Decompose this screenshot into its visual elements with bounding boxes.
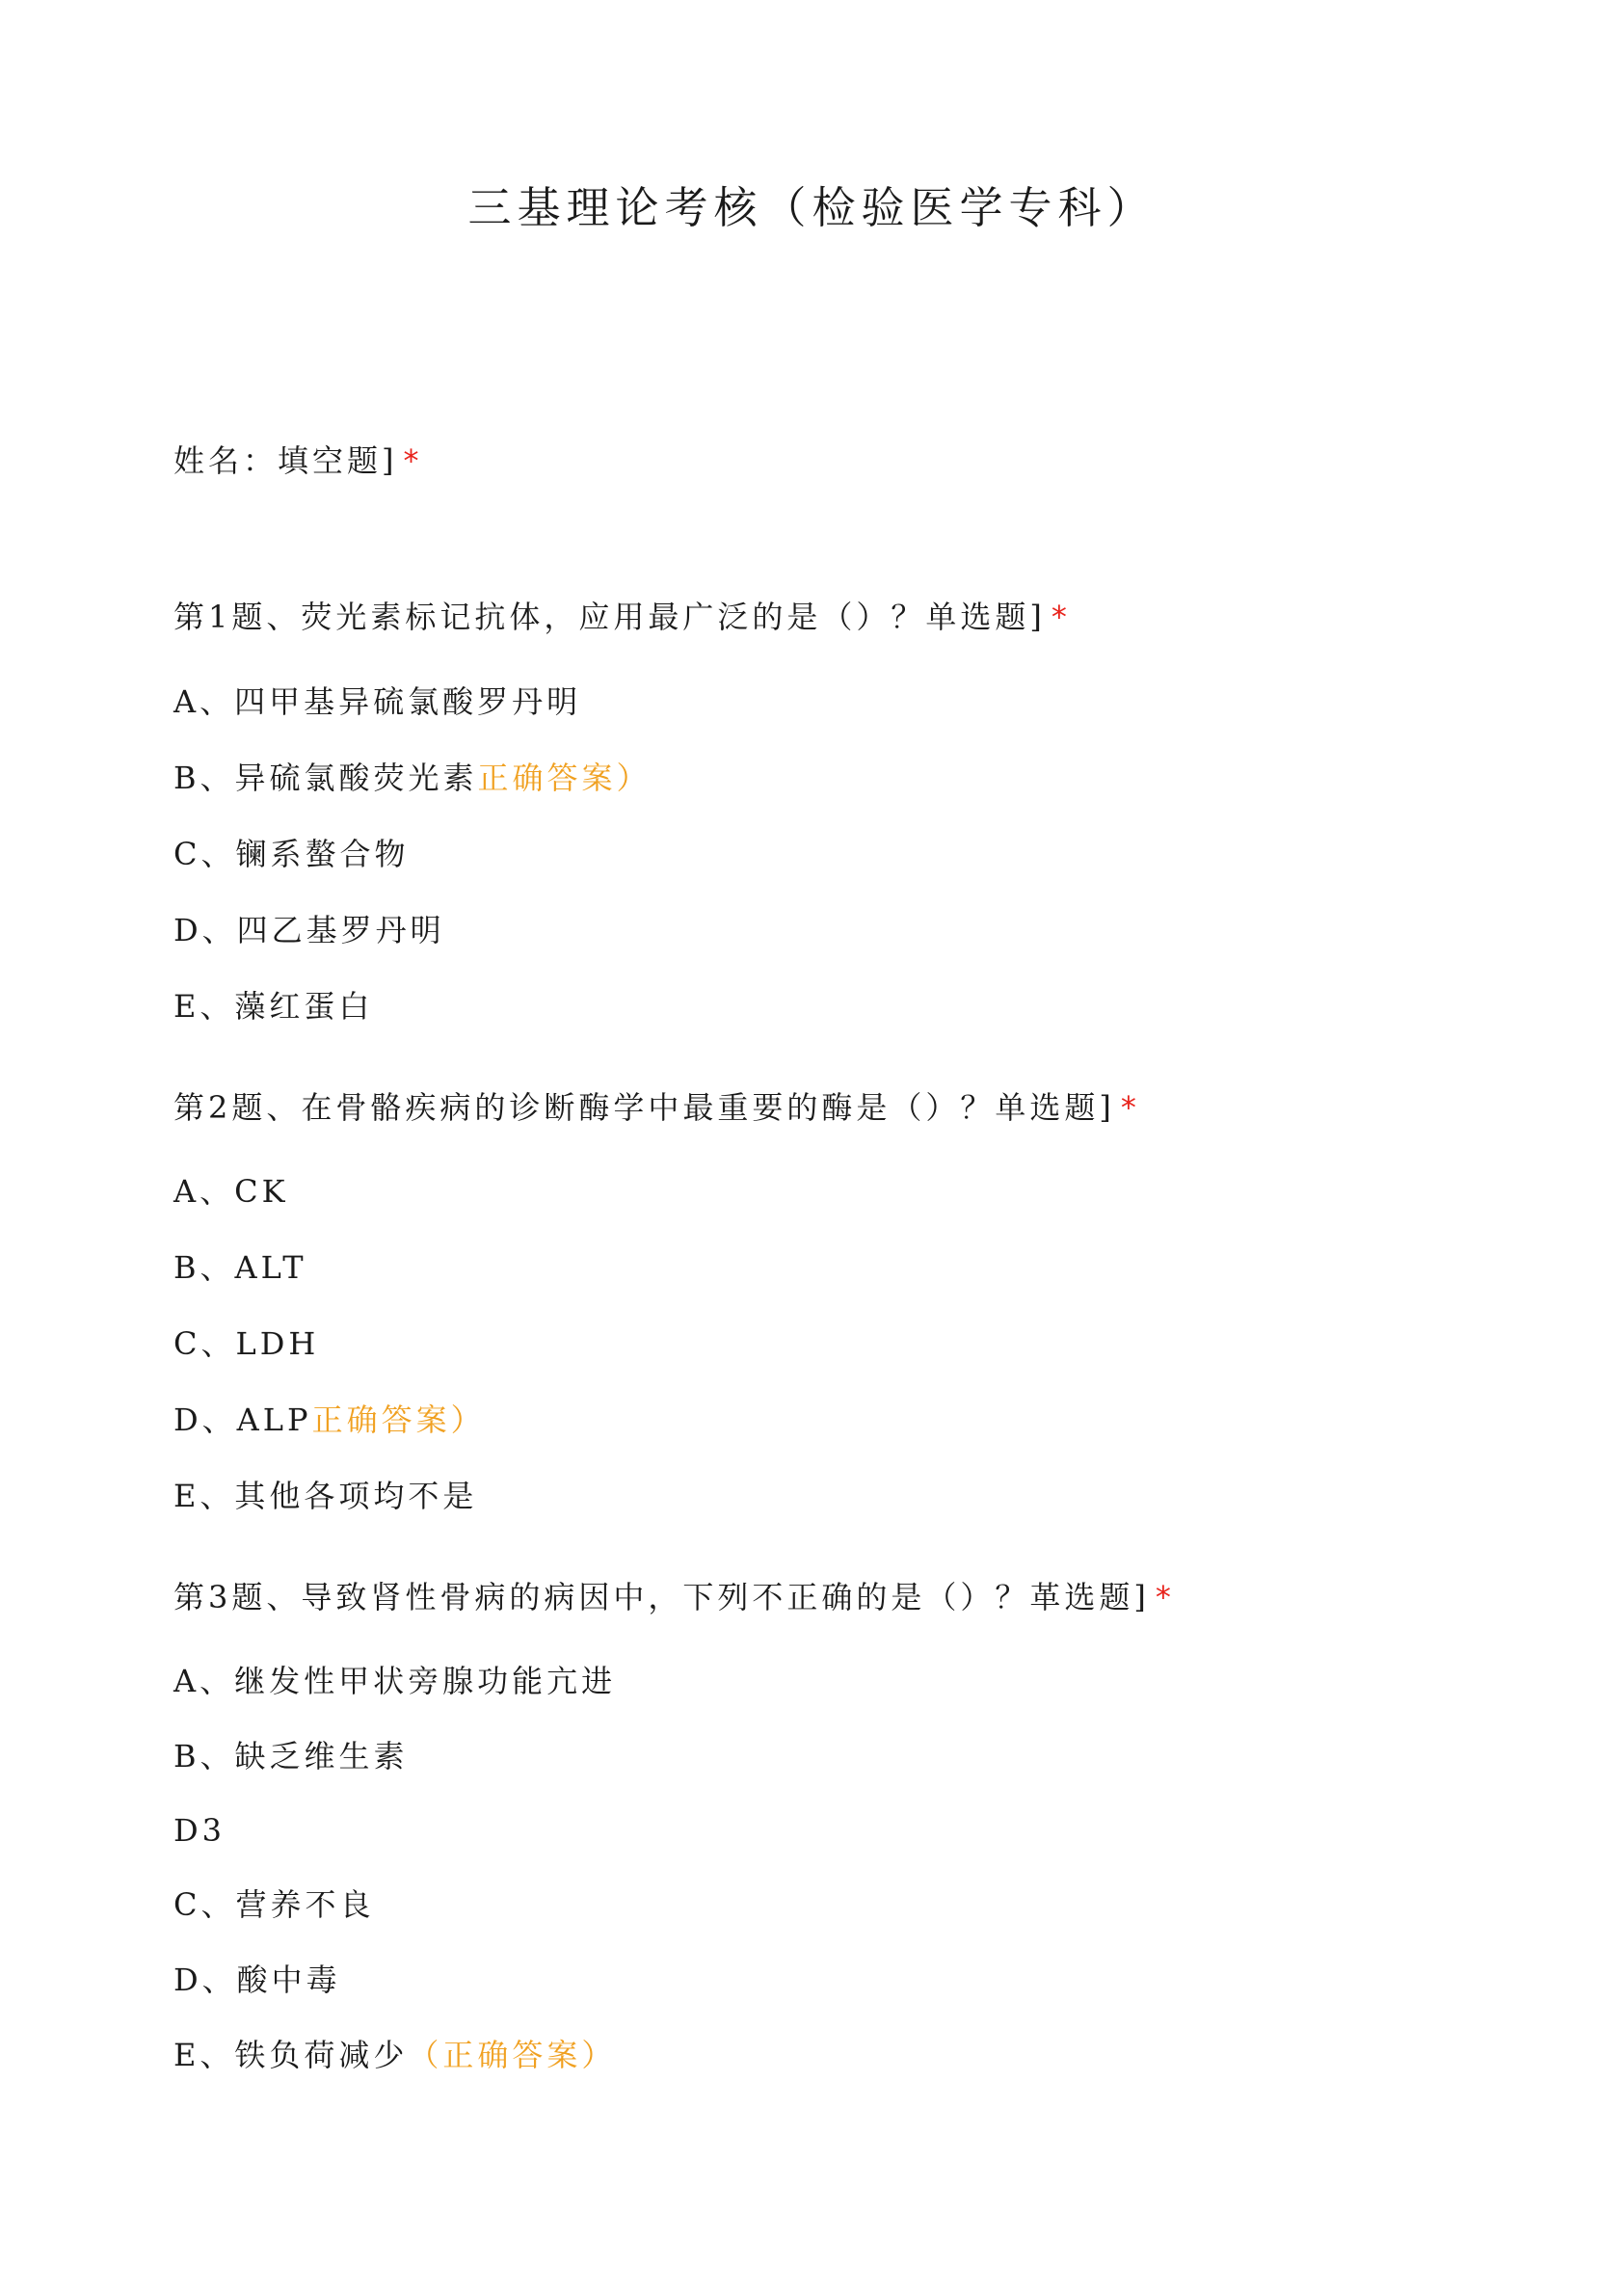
- question-2-text: 第2题、在骨骼疾病的诊断酶学中最重要的酶是（）？单选题]: [173, 1089, 1115, 1126]
- required-asterisk: *: [1051, 599, 1067, 635]
- option-text: E、其他各项均不是: [173, 1478, 478, 1514]
- option-text: B、ALT: [173, 1249, 307, 1286]
- question-3-option-c[interactable]: [173, 1883, 375, 1926]
- option-text: D3: [173, 1812, 226, 1849]
- question-3-option-b-continued: [173, 1809, 226, 1852]
- question-1-text: 第1题、荧光素标记抗体，应用最广泛的是（）？单选题]: [173, 599, 1046, 635]
- option-text: D、四乙基罗丹明: [173, 912, 445, 948]
- option-text: B、异硫氯酸荧光素: [173, 760, 478, 796]
- question-3-option-d[interactable]: [173, 1959, 341, 2001]
- option-text: E、铁负荷减少: [173, 2037, 409, 2073]
- required-asterisk: *: [403, 442, 419, 479]
- name-field-label: 姓名：填空题]: [173, 442, 398, 479]
- option-text: D、ALP: [173, 1401, 312, 1438]
- question-2-option-a[interactable]: [173, 1170, 289, 1213]
- correct-answer-note: 正确答案）: [311, 1401, 486, 1438]
- question-1: [173, 596, 1067, 638]
- question-1-option-b[interactable]: [173, 757, 652, 799]
- question-1-option-e[interactable]: [173, 985, 373, 1027]
- question-1-option-d[interactable]: [173, 909, 445, 951]
- question-2-option-e[interactable]: [173, 1475, 477, 1517]
- option-text: E、藻红蛋白: [173, 988, 374, 1025]
- question-1-option-c[interactable]: [173, 833, 410, 875]
- question-1-option-a[interactable]: [173, 680, 581, 723]
- required-asterisk: *: [1120, 1089, 1136, 1126]
- question-3: [173, 1576, 1171, 1618]
- option-text: A、继发性甲状旁腺功能亢进: [173, 1663, 617, 1699]
- question-2-option-c[interactable]: [173, 1322, 319, 1365]
- question-2-option-b[interactable]: [173, 1246, 307, 1289]
- correct-answer-note: （正确答案）: [408, 2037, 617, 2073]
- option-text: C、LDH: [173, 1325, 320, 1362]
- required-asterisk: *: [1155, 1579, 1171, 1615]
- correct-answer-note: 正确答案）: [477, 760, 652, 796]
- question-3-text: 第3题、导致肾性骨病的病因中，下列不正确的是（）？革选题]: [173, 1579, 1150, 1615]
- option-text: D、酸中毒: [173, 1961, 341, 1998]
- question-3-option-b[interactable]: [173, 1735, 409, 1777]
- option-text: B、缺乏维生素: [173, 1738, 409, 1775]
- option-text: A、CK: [173, 1173, 289, 1210]
- name-field: [173, 440, 419, 482]
- question-2: [173, 1086, 1136, 1129]
- page-title: 三基理论考核（检验医学专科）: [467, 182, 1157, 233]
- question-3-option-e[interactable]: [173, 2034, 616, 2076]
- option-text: A、四甲基异硫氯酸罗丹明: [173, 683, 582, 720]
- question-2-option-d[interactable]: [173, 1399, 486, 1441]
- question-3-option-a[interactable]: [173, 1660, 616, 1702]
- option-text: C、营养不良: [173, 1886, 375, 1923]
- option-text: C、镧系螯合物: [173, 836, 410, 872]
